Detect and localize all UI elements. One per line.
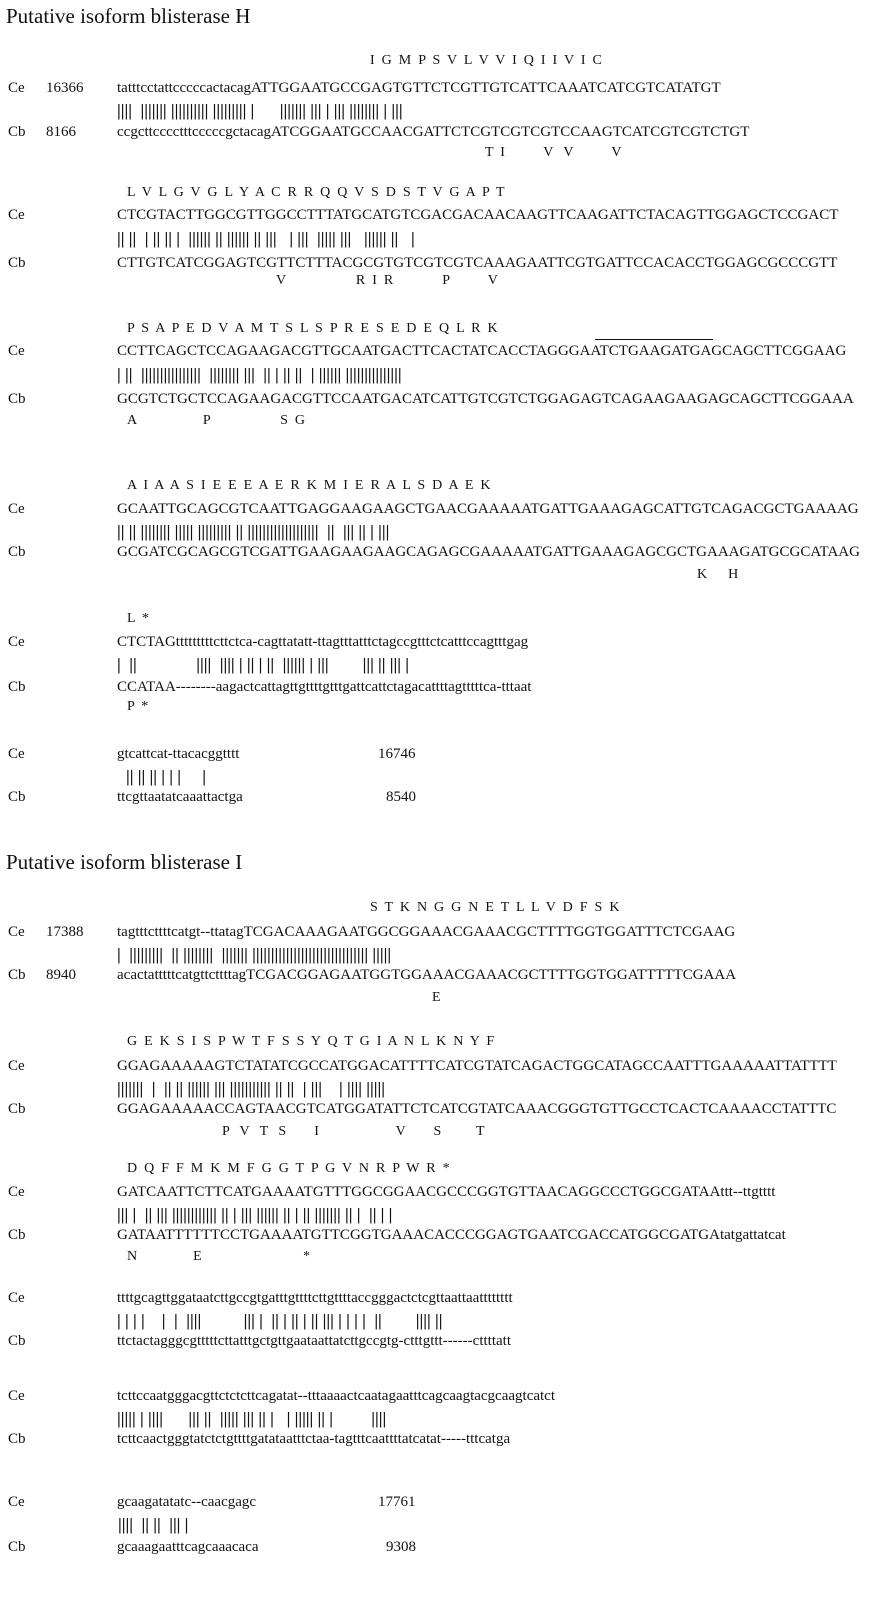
ce-label: Ce — [8, 80, 25, 96]
cb-sequence: CCATAA--------aagactcattagttgttttgtttgattcattctagacattttagtttttca-tttaat — [117, 679, 532, 695]
cb-sequence: GATAATTTTTTCCTGAAAATGTTCGGTGAAACACCCGGAGTGAATCGACCATGGCGATGAtatgattatcat — [117, 1227, 786, 1243]
cb-sequence: GGAGAAAAACCAGTAACGTCATGGATATTCTCATCGTATCAAACGGGTGTTGCCTCACTCAAAACCTATTTC — [117, 1101, 837, 1117]
underline-sede-motif — [595, 339, 713, 340]
cb-amino-acids: V R I R P V — [276, 273, 498, 288]
cb-amino-acids: T I V V V — [485, 145, 622, 160]
ce-label: Ce — [8, 1388, 25, 1404]
ce-sequence: GATCAATTCTTCATGAAAATGTTTGGCGGAACGCCCGGTGTTAACAGGCCCTGGCGATAAttt--ttgtttt — [117, 1184, 776, 1200]
cb-sequence: CTTGTCATCGGAGTCGTTCTTTACGCGTGTCGTCGTCAAAGAATTCGTGATTCCACACCTGGAGCGCCCGTT — [117, 255, 838, 271]
ce-start-position: 17388 — [46, 924, 84, 940]
cb-start-position: 8940 — [46, 967, 76, 983]
cb-sequence: acactatttttcatgttcttttagTCGACGGAGAATGGTGGAAACGAAACGCTTTTGGTGGATTTTTCGAAA — [117, 967, 737, 983]
ce-amino-acids: L * — [127, 611, 150, 626]
cb-label: Cb — [8, 967, 26, 983]
cb-amino-acids: K H — [697, 567, 739, 582]
ce-label: Ce — [8, 501, 25, 517]
ce-start-position: 16366 — [46, 80, 84, 96]
cb-end-position: 9308 — [386, 1539, 416, 1555]
ce-sequence: CTCTAGtttttttttcttctca-cagttatatt-ttagtttatttctagccgtttctcatttccagtttgag — [117, 634, 529, 650]
ce-amino-acids: D Q F F M K M F G G T P G V N R P W R * — [127, 1161, 450, 1176]
ce-sequence: tcttccaatgggacgttctctcttcagatat--tttaaaactcaatagaatttcagcaagtacgcaagtcatct — [117, 1388, 556, 1404]
ce-end-position: 16746 — [378, 746, 416, 762]
cb-sequence: tcttcaactgggtatctctgttttgatataatttctaa-tagtttcaattttatcatat-----tttcatga — [117, 1431, 511, 1447]
ce-amino-acids: I G M P S V L V V I Q I I V I C — [370, 53, 602, 68]
cb-sequence: GCGTCTGCTCCAGAAGACGTTCCAATGACATCATTGTCGTCTGGAGAGTCAGAAGAAGAGCAGCTTCGGAAA — [117, 391, 854, 407]
cb-sequence: GCGATCGCAGCGTCGATTGAAGAAGAAGCAGAGCGAAAAATGATTGAAAGAGCGCTGAAAGATGCGCATAAG — [117, 544, 860, 560]
cb-amino-acids: P V T S I V S T — [222, 1124, 485, 1139]
cb-label: Cb — [8, 544, 26, 560]
cb-label: Cb — [8, 1333, 26, 1349]
cb-end-position: 8540 — [386, 789, 416, 805]
match-line: | || |||||||||||||||| |||||||| ||| || | || || | |||||| ||||||||||||||| — [117, 365, 402, 384]
cb-sequence: ccgcttcccctttcccccgctacagATCGGAATGCCAACGATTCTCGTCGTCGTCCAAGTCATCGTCGTCTGT — [117, 124, 750, 140]
cb-sequence: gcaaagaatttcagcaaacaca — [117, 1539, 259, 1555]
ce-sequence: gcaagatatatc--caacgagc — [117, 1494, 257, 1510]
match-line: || || |||||||| ||||| ||||||||| || ||||||||||||||||||| || ||| || | ||| — [117, 522, 390, 541]
ce-label: Ce — [8, 207, 25, 223]
cb-amino-acids: E — [432, 990, 441, 1005]
section-title: Putative isoform blisterase H — [6, 4, 251, 28]
cb-sequence: ttcgttaatatcaaattactga — [117, 789, 243, 805]
ce-label: Ce — [8, 924, 25, 940]
ce-label: Ce — [8, 1058, 25, 1074]
cb-amino-acids: P * — [127, 699, 149, 714]
match-line: |||| ||||||| |||||||||| ||||||||| | ||||||| ||| | ||| |||||||| | ||| — [117, 101, 403, 120]
cb-label: Cb — [8, 789, 26, 805]
ce-amino-acids: L V L G V G L Y A C R R Q Q V S D S T V G A P T — [127, 185, 505, 200]
match-line: | || |||| |||| | || | || |||||| | ||| ||| || ||| | — [117, 655, 410, 674]
cb-label: Cb — [8, 679, 26, 695]
ce-sequence: gtcattcat-ttacacggtttt — [117, 746, 240, 762]
match-line: | | | | | | |||| ||| | || | || | || ||| | | | | || |||| || — [117, 1311, 443, 1330]
cb-label: Cb — [8, 1539, 26, 1555]
cb-label: Cb — [8, 124, 26, 140]
ce-amino-acids: P S A P E D V A M T S L S P R E S E D E Q L R K — [127, 321, 498, 336]
cb-amino-acids: A P S G — [127, 413, 306, 428]
ce-sequence: tatttcctattcccccactacagATTGGAATGCCGAGTGTTCTCGTTGTCATTCAAATCATCGTCATATGT — [117, 80, 721, 96]
match-line: | ||||||||| || |||||||| ||||||| ||||||||||||||||||||||||||||||| ||||| — [117, 945, 392, 964]
ce-amino-acids: G E K S I S P W T F S S Y Q T G I A N L K N Y F — [127, 1034, 495, 1049]
ce-label: Ce — [8, 1290, 25, 1306]
ce-sequence: tagtttcttttcatgt--ttatagTCGACAAAGAATGGCGGAAACGAAACGCTTTTGGTGGATTTCTCGAAG — [117, 924, 736, 940]
ce-label: Ce — [8, 343, 25, 359]
match-line: || || || | | | | — [126, 767, 206, 786]
cb-label: Cb — [8, 255, 26, 271]
match-line: ||||||| | || || |||||| ||| ||||||||||| || || | ||| | |||| ||||| — [117, 1079, 385, 1098]
cb-label: Cb — [8, 1431, 26, 1447]
cb-label: Cb — [8, 1227, 26, 1243]
ce-amino-acids: A I A A S I E E E A E R K M I E R A L S D A E K — [127, 478, 491, 493]
ce-sequence: ttttgcagttggataatcttgccgtgatttgttttcttgttttaccgggactctcgttaattaatttttttt — [117, 1290, 513, 1306]
cb-amino-acids: N E * — [127, 1249, 311, 1264]
match-line: ||| | || ||| |||||||||||| || | ||| |||||| || | || ||||||| || | || | | — [117, 1205, 393, 1224]
ce-label: Ce — [8, 634, 25, 650]
ce-label: Ce — [8, 1494, 25, 1510]
cb-start-position: 8166 — [46, 124, 76, 140]
ce-end-position: 17761 — [378, 1494, 416, 1510]
match-line: || || | || || | |||||| || |||||| || ||| | ||| ||||| ||| |||||| || | — [117, 229, 415, 248]
ce-label: Ce — [8, 746, 25, 762]
ce-sequence: GGAGAAAAAGTCTATATCGCCATGGACATTTTCATCGTATCAGACTGGCATAGCCAATTTGAAAAATTATTTT — [117, 1058, 837, 1074]
cb-sequence: ttctactagggcgtttttcttatttgctgttgaataattatcttgccgtg-ctttgttt------cttttatt — [117, 1333, 511, 1349]
ce-label: Ce — [8, 1184, 25, 1200]
match-line: |||| || || ||| | — [118, 1515, 189, 1534]
ce-sequence: GCAATTGCAGCGTCAATTGAGGAAGAAGCTGAACGAAAAATGATTGAAAGAGCATTGTCAGACGCTGAAAAG — [117, 501, 859, 517]
ce-sequence: CCTTCAGCTCCAGAAGACGTTGCAATGACTTCACTATCACCTAGGGAATCTGAAGATGAGCAGCTTCGGAAG — [117, 343, 847, 359]
cb-label: Cb — [8, 1101, 26, 1117]
section-title: Putative isoform blisterase I — [6, 850, 243, 874]
cb-label: Cb — [8, 391, 26, 407]
ce-amino-acids: S T K N G G N E T L L V D F S K — [370, 900, 620, 915]
ce-sequence: CTCGTACTTGGCGTTGGCCTTTATGCATGTCGACGACAACAAGTTCAAGATTCTACAGTTGGAGCTCCGACT — [117, 207, 839, 223]
match-line: ||||| | |||| ||| || ||||| ||| || | | ||||| || | |||| — [117, 1409, 387, 1428]
